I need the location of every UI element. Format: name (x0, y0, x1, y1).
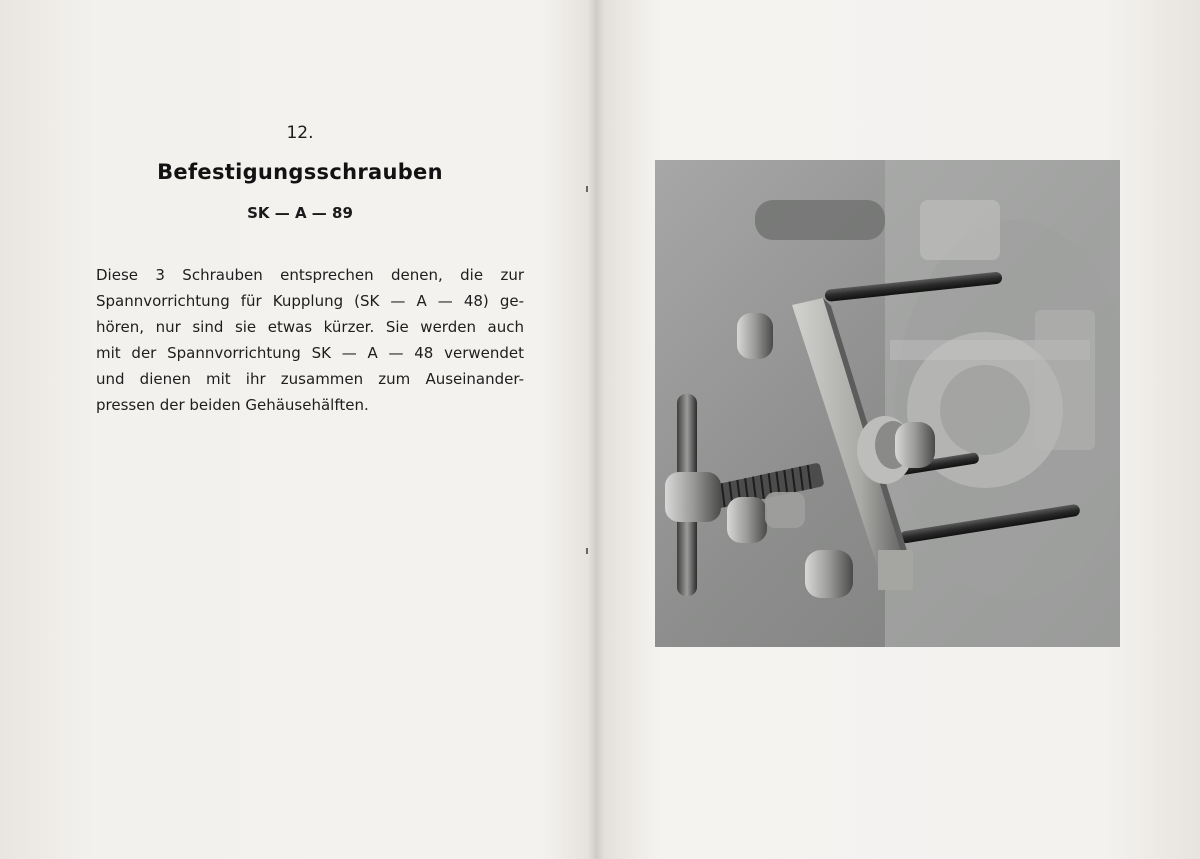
left-page (0, 0, 595, 859)
body-line: Diese 3 Schrauben entsprechen denen, die zur (96, 266, 524, 284)
body-line: mit der Spannvorrichtung SK — A — 48 verwendet (96, 344, 524, 362)
tool-code: SK — A — 89 (247, 204, 353, 222)
spine-mark (586, 548, 588, 554)
body-line: und dienen mit ihr zusammen zum Auseinander- (96, 370, 524, 388)
body-line: pressen der beiden Gehäusehälften. (96, 396, 369, 414)
page-number: 12. (286, 123, 314, 143)
tool-photo (655, 160, 1120, 647)
body-line: Spannvorrichtung für Kupplung (SK — A — 48) ge- (96, 292, 524, 310)
body-paragraph (96, 262, 524, 418)
body-line: hören, nur sind sie etwas kürzer. Sie werden auch (96, 318, 524, 336)
spine-mark (586, 186, 588, 192)
section-title: Befestigungsschrauben (157, 160, 443, 184)
puller-tool-illustration (655, 160, 1120, 647)
